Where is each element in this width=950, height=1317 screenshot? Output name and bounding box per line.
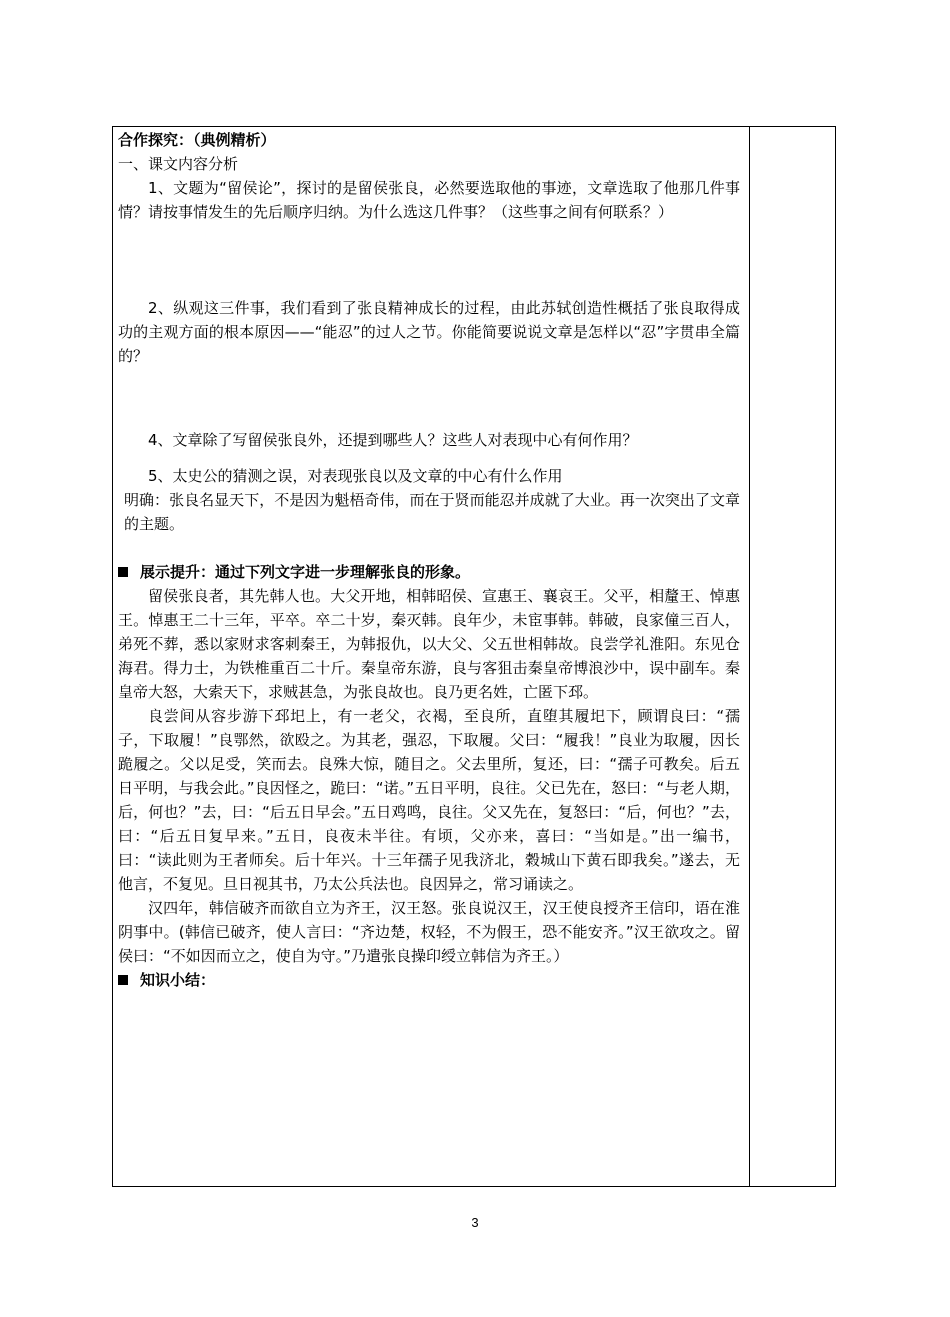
passage-paragraph-2: 良尝间从容步游下邳圯上，有一老父，衣褐，至良所，直堕其履圯下，顾谓良曰：“孺子，下取履！”良鄂然，欲殴之。为其老，强忍，下取履。父曰：“履我！”良业为取履，因长跪履之。父以足受，笑而去。良殊大惊，随目之。父去里所，复还，曰：“孺子可教矣。后五日平明，与我会此。”良因怪之，跪曰：“诺。”五日平明，良往。父已先在，怒曰：“与老人期，后，何也？”去，曰：“后五日早会。”五日鸡鸣，良往。父又先在，复怒曰：“后，何也？”去，曰：“后五日复早来。”五日，良夜未半往。有顷，父亦来，喜曰：“当如是。”出一编书，曰：“读此则为王者师矣。后十年兴。十三年孺子见我济北，穀城山下黄石即我矣。”遂去，无他言，不复见。旦日视其书，乃太公兵法也。良因异之，常习诵读之。 [118,707,740,893]
square-bullet-icon [118,567,128,577]
summary-heading: 知识小结： [118,968,740,992]
square-bullet-icon [118,975,128,985]
table-column-divider [749,127,750,1186]
page-number: 3 [471,1215,479,1230]
part1-title: 一、课文内容分析 [118,155,239,173]
answer-space [118,452,740,464]
section-gap [118,536,740,560]
question-2: 2、纵观这三件事，我们看到了张良精神成长的过程，由此苏轼创造性概括了张良取得成功的主观方面的根本原因——“能忍”的过人之节。你能简要说说文章是怎样以“忍”字贯串全篇的？ [118,299,740,365]
question-5: 5、太史公的猜测之误，对表现张良以及文章的中心有什么作用 [148,467,563,485]
section-heading: 合作探究：（典例精析） [118,131,276,149]
question-1: 1、文题为“留侯论”，探讨的是留侯张良，必然要选取他的事迹，文章选取了他那几件事情？请按事情发生的先后顺序归纳。为什么选这几件事？（这些事之间有何联系？） [118,179,740,221]
answer-note: 明确：张良名显天下，不是因为魁梧奇伟，而在于贤而能忍并成就了大业。再一次突出了文章的主题。 [124,491,740,533]
answer-space [118,368,740,428]
main-cell-content [118,128,740,992]
question-4: 4、文章除了写留侯张良外，还提到哪些人？这些人对表现中心有何作用？ [148,431,638,449]
extension-heading: 展示提升：通过下列文字进一步理解张良的形象。 [118,560,740,584]
answer-space [118,224,740,296]
passage-paragraph-3: 汉四年，韩信破齐而欲自立为齐王，汉王怒。张良说汉王，汉王使良授齐王信印，语在淮阴事中。(韩信已破齐，使人言曰：“齐边楚，权轻，不为假王，恐不能安齐。”汉王欲攻之。留侯曰：“不如因而立之，使自为守。”乃遣张良操印绶立韩信为齐王。） [118,899,740,965]
passage-paragraph-1: 留侯张良者，其先韩人也。大父开地，相韩昭侯、宣惠王、襄哀王。父平，相釐王、悼惠王。悼惠王二十三年，平卒。卒二十岁，秦灭韩。良年少，未宦事韩。韩破，良家僮三百人，弟死不葬，悉以家财求客刺秦王，为韩报仇，以大父、父五世相韩故。良尝学礼淮阳。东见仓海君。得力士，为铁椎重百二十斤。秦皇帝东游，良与客狙击秦皇帝博浪沙中，误中副车。秦皇帝大怒，大索天下，求贼甚急，为张良故也。良乃更名姓，亡匿下邳。 [118,587,740,701]
